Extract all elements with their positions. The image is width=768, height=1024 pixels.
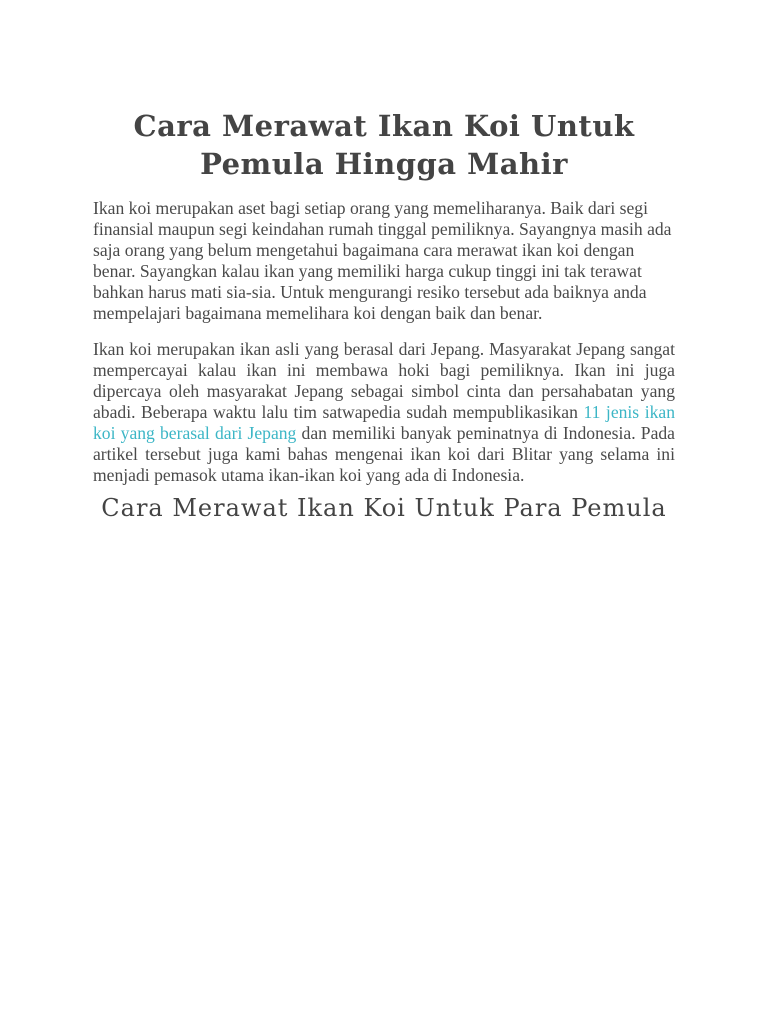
- section-heading: Cara Merawat Ikan Koi Untuk Para Pemula: [101, 494, 667, 522]
- intro-paragraph: Ikan koi merupakan aset bagi setiap orang yang memeliharanya. Baik dari segi finansial maupun segi keindahan rumah tinggal pemiliknya. Sayangnya masih ada saja orang yang belum mengetahui bagaimana cara merawat ikan koi dengan benar. Sayangkan kalau ikan yang memiliki harga cukup tinggi ini tak terawat bahkan harus mati sia-sia. Untuk mengurangi resiko tersebut ada baiknya anda mempelajari bagaimana memelihara koi dengan baik dan benar.: [93, 198, 672, 323]
- document-page: [93, 107, 675, 524]
- koi-types-link[interactable]: 11 jenis ikan koi yang berasal dari Jepang: [93, 402, 675, 443]
- origin-paragraph-text-before-link: Ikan koi merupakan ikan asli yang berasal dari Jepang. Masyarakat Jepang sangat mempercayai kalau ikan ini membawa hoki bagi pemiliknya. Ikan ini juga dipercaya oleh masyarakat Jepang sebagai simbol cinta dan persahabatan yang abadi. Beberapa waktu lalu tim satwapedia sudah mempublikasikan: [93, 339, 675, 422]
- article-title: Cara Merawat Ikan Koi Untuk Pemula Hingga Mahir: [133, 109, 635, 181]
- origin-paragraph-text-after-link: dan memiliki banyak peminatnya di Indonesia. Pada artikel tersebut juga kami bahas mengenai ikan koi dari Blitar yang selama ini menjadi pemasok utama ikan-ikan koi yang ada di Indonesia.: [93, 423, 675, 485]
- origin-paragraph: [93, 339, 675, 486]
